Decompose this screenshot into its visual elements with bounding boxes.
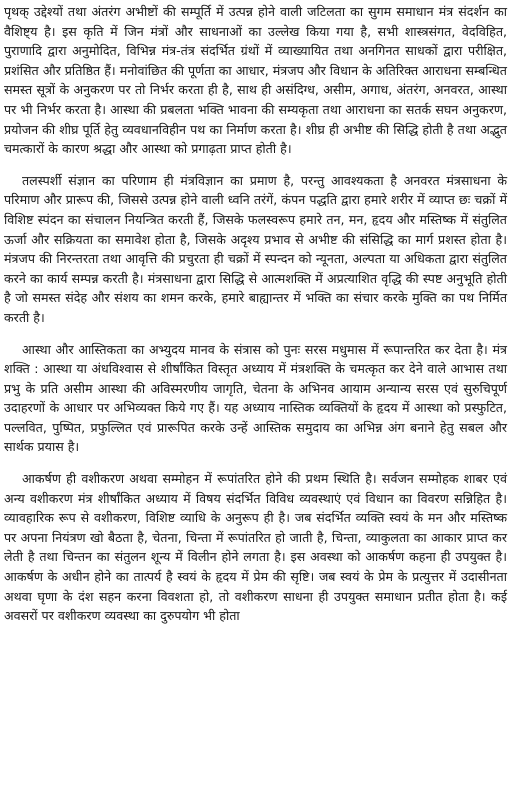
paragraph-3: आस्था और आस्तिकता का अभ्युदय मानव के संत्रास को पुनः सरस मधुमास में रूपान्तरित कर देता है। मंत्र शक्ति : आस्था या अंधविश्वास से शीर्षांकित विस्तृत अध्याय में मंत्रशक्ति के चमत्कृत कर देने वाले आभास तथा प्रभु के प्रति असीम आस्था की अविस्मरणीय जागृति, चेतना के अभिनव आयाम अन्यान्य सरस एवं सुरुचिपूर्ण उदाहरणों के आधार पर अभिव्यक्त किये गए हैं। यह अध्याय नास्तिक व्यक्तियों के हृदय में आस्था को प्रस्फुटित, पल्लवित, पुष्पित, प्रफुल्लित एवं प्रारूपित करके उन्हें आस्तिक समुदाय का अभिन्न अंग बनाने हेतु सबल और सार्थक प्रयास है। (4, 341, 508, 455)
book-page (4, 2, 507, 798)
paragraph-1: पृथक् उद्देश्यों तथा अंतरंग अभीष्टों की सम्पूर्ति में उत्पन्न होने वाली जटिलता का सुगम समाधान मंत्र संदर्शन का वैशिष्ट्य है। इस कृति में जिन मंत्रों और साधनाओं का उल्लेख किया गया है, सभी शास्त्रसंगत, वेदविहित, पुराणादि द्वारा अनुमोदित, विभिन्न मंत्र-तंत्र संदर्भित ग्रंथों में व्याख्यायित तथा अनगिनत साधकों द्वारा परीक्षित, प्रशंसित और प्रतिष्ठित हैं। मनोवांछित की पूर्णता का आधार, मंत्रजप और विधान के अतिरिक्त आराधना सम्बन्धित समस्त सूत्रों के अनुकरण पर तो निर्भर करता ही है, साथ ही असंदिग्ध, असीम, अगाध, अंतरंग, अनवरत, आस्था पर भी निर्भर करता है। आस्था की प्रबलता भक्ति भावना की सम्यकृता तथा आराधना का सतर्क सघन अनुकरण, प्रयोजन की शीघ्र पूर्ति हेतु व्यवधानविहीन पथ का निर्माण करता है। शीघ्र ही अभीष्ट की सिद्धि होती है तथा अद्भुत चमत्कारों के कारण श्रद्धा और आस्था को प्रगाढ़ता प्राप्त होती है। (4, 4, 507, 157)
paragraph-4: आकर्षण ही वशीकरण अथवा सम्मोहन में रूपांतरित होने की प्रथम स्थिति है। सर्वजन सम्मोहक शाबर एवं अन्य वशीकरण मंत्र शीर्षांकित अध्याय में विषय संदर्भित विविध व्यवस्थाएं एवं विधान का विवरण सन्निहित है। व्यावहारिक रूप से वशीकरण, विशिष्ट व्याधि के अनुरूप ही है। जब संदर्भित व्यक्ति स्वयं के मन और मस्तिष्क पर अपना नियंत्रण खो बैठता है, चेतना, चिन्ता में रूपांतरित हो जाती है, चिन्ता, व्याकुलता का आकार प्राप्त कर लेती है तथा चिन्तन का संतुलन शून्य में विलीन होने लगता है। इस अवस्था को आकर्षण कहना ही उपयुक्त है। आकर्षण के अधीन होने का तात्पर्य है स्वयं के हृदय में प्रेम की सृष्टि। जब स्वयं के प्रेम के प्रत्युत्तर में उदासीनता अथवा घृणा के दंश सहन करना विवशता हो, तो वशीकरण साधना ही उपयुक्त समाधान प्रतीत होता है। कई अवसरों पर वशीकरण व्यवस्था का दुरुपयोग भी होता (4, 471, 507, 624)
paragraph-2: तलस्पर्शी संज्ञान का परिणाम ही मंत्रविज्ञान का प्रमाण है, परन्तु आवश्यकता है अनवरत मंत्रसाधना के परिमाण और प्रारूप की, जिससे उत्पन्न होने वाली ध्वनि तरंगें, कंपन पद्धति द्वारा हमारे शरीर में व्याप्त छः चक्रों में विशिष्ट स्पंदन का संचालन नियन्त्रित करती हैं, जिसके फलस्वरूप हमारे तन, मन, हृदय और मस्तिष्क में संतुलित ऊर्जा और सक्रियता का समावेश होता है, जिसके अदृश्य प्रभाव से अभीष्ट की संसिद्धि का मार्ग प्रशस्त होता है। मंत्रजप की निरन्तरता तथा आवृत्ति की प्रचुरता ही चक्रों में स्पन्दन को न्यूनता, अल्पता या अधिकता द्वारा संतुलित करने का कार्य सम्पन्न करती है। मंत्रसाधना द्वारा सिद्धि से आत्मशक्ति में अप्रत्याशित वृद्धि की स्पष्ट अनुभूति होती है जो समस्त संदेह और संशय का शमन करके, हमारे बाह्यान्तर में भक्ति का संचार करके मुक्ति का पथ निर्मित करती है। (4, 172, 507, 325)
